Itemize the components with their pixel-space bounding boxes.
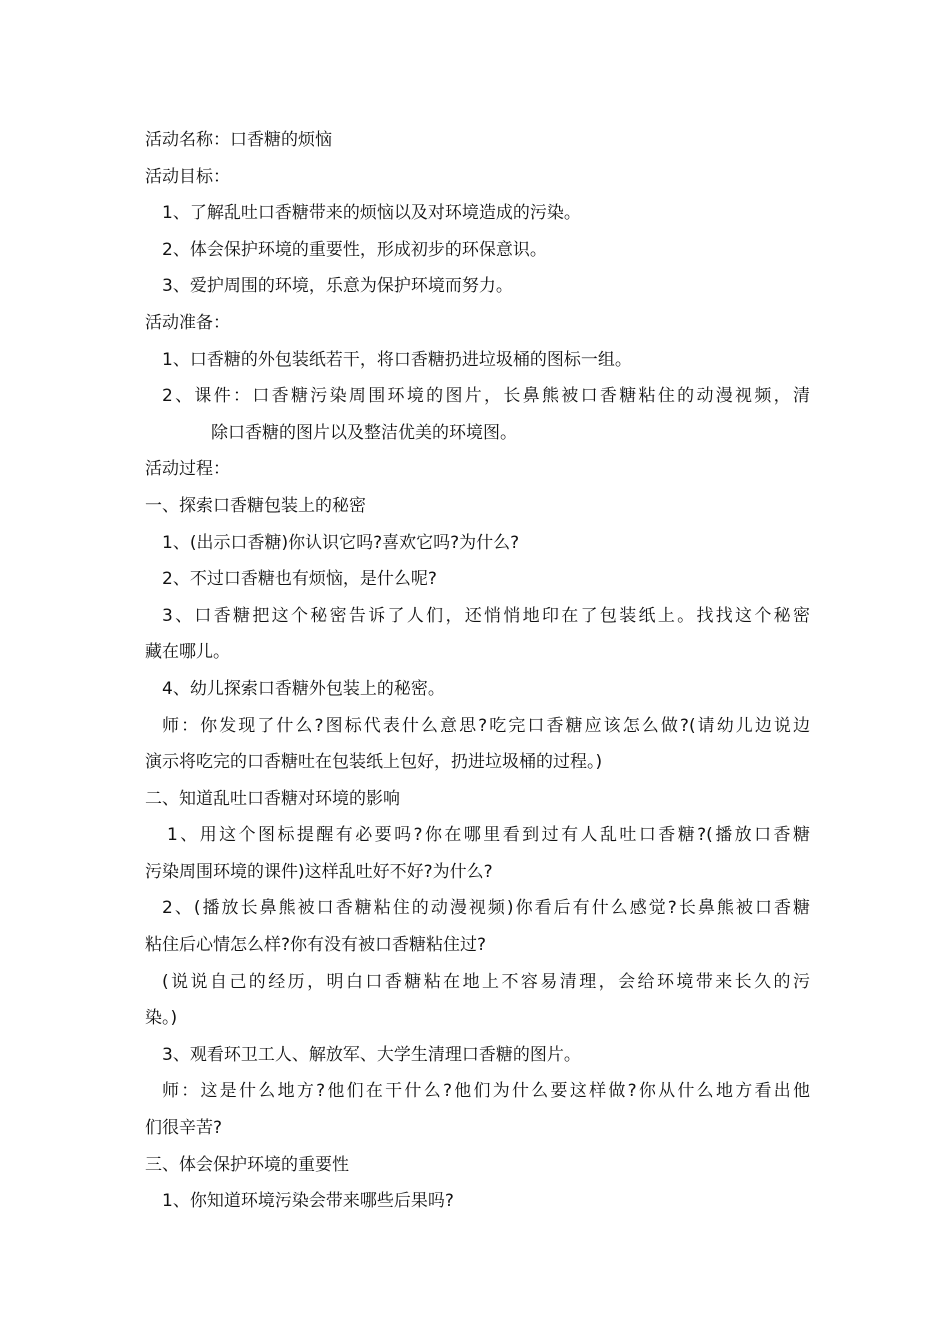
part-3-item-1: 1、你知道环境污染会带来哪些后果吗?	[162, 1191, 454, 1212]
part-2-item-1-line-2: 污染周围环境的课件)这样乱吐好不好?为什么?	[145, 861, 493, 882]
part-1-item-4: 4、幼儿探索口香糖外包装上的秘密。	[162, 678, 445, 699]
part-3-heading: 三、体会保护环境的重要性	[145, 1154, 349, 1175]
part-2-note-line-2: 染。)	[145, 1008, 178, 1029]
part-2-item-2-line-2: 粘住后心情怎么样?你有没有被口香糖粘住过?	[145, 935, 487, 956]
part-1-heading: 一、探索口香糖包装上的秘密	[145, 495, 366, 516]
part-1-teacher-line-2: 演示将吃完的口香糖吐在包装纸上包好，扔进垃圾桶的过程。)	[145, 752, 603, 773]
preparation-item-1: 1、口香糖的外包装纸若干，将口香糖扔进垃圾桶的图标一组。	[162, 349, 632, 370]
goal-item-1: 1、了解乱吐口香糖带来的烦恼以及对环境造成的污染。	[162, 203, 581, 224]
goal-item-2: 2、体会保护环境的重要性，形成初步的环保意识。	[162, 239, 547, 260]
part-2-teacher-line-1: 师：这是什么地方?他们在干什么?他们为什么要这样做?你从什么地方看出他	[162, 1081, 810, 1102]
part-2-item-2-line-1: 2、(播放长鼻熊被口香糖粘住的动漫视频)你看后有什么感觉?长鼻熊被口香糖	[162, 898, 810, 919]
part-2-item-1-line-1: 1、用这个图标提醒有必要吗?你在哪里看到过有人乱吐口香糖?(播放口香糖	[167, 825, 810, 846]
part-1-item-3-line-1: 3、口香糖把这个秘密告诉了人们，还悄悄地印在了包装纸上。找找这个秘密	[162, 605, 810, 626]
part-1-teacher-line-1: 师：你发现了什么?图标代表什么意思?吃完口香糖应该怎么做?(请幼儿边说边	[162, 715, 810, 736]
part-1-item-1: 1、(出示口香糖)你认识它吗?喜欢它吗?为什么?	[162, 532, 520, 553]
preparation-heading: 活动准备：	[145, 312, 230, 333]
part-1-item-2: 2、不过口香糖也有烦恼，是什么呢?	[162, 569, 437, 590]
process-heading: 活动过程：	[145, 459, 230, 480]
preparation-item-2-line-2: 除口香糖的图片以及整洁优美的环境图。	[211, 422, 517, 443]
part-2-note-line-1: (说说自己的经历，明白口香糖粘在地上不容易清理，会给环境带来长久的污	[162, 971, 810, 992]
part-2-item-3: 3、观看环卫工人、解放军、大学生清理口香糖的图片。	[162, 1044, 581, 1065]
part-2-teacher-line-2: 们很辛苦?	[145, 1118, 223, 1139]
document-page	[145, 122, 810, 1220]
goals-heading: 活动目标：	[145, 166, 230, 187]
goal-item-3: 3、爱护周围的环境，乐意为保护环境而努力。	[162, 276, 513, 297]
part-2-heading: 二、知道乱吐口香糖对环境的影响	[145, 788, 400, 809]
preparation-item-2-line-1: 2、课件：口香糖污染周围环境的图片，长鼻熊被口香糖粘住的动漫视频，清	[162, 386, 810, 407]
part-1-item-3-line-2: 藏在哪儿。	[145, 642, 230, 663]
activity-name-line: 活动名称：口香糖的烦恼	[145, 130, 332, 150]
